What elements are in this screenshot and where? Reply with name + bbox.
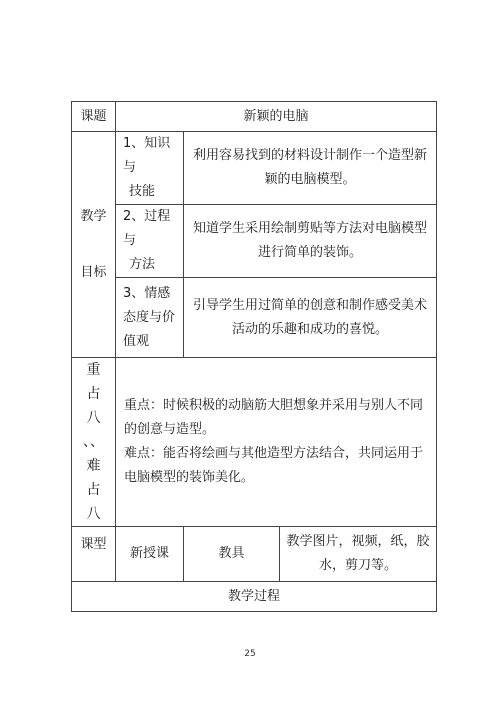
goal-label-2 <box>116 205 184 278</box>
key-points-label-char-1: 重 <box>86 362 101 378</box>
goals-label-bottom: 目标 <box>80 264 107 280</box>
goal-label-3-line-1: 3、情感 <box>123 285 171 301</box>
process-row <box>72 582 437 612</box>
process-label: 教学过程 <box>72 582 437 612</box>
topic-row <box>72 102 437 132</box>
goal-label-1 <box>116 132 184 205</box>
key-points-content <box>116 358 437 527</box>
goal-label-3-line-3: 值观 <box>123 333 150 349</box>
key-points-label-char-5: 难 <box>86 458 101 474</box>
key-points-label-char-2: 占 <box>86 386 101 402</box>
tools-label: 教具 <box>184 527 280 582</box>
page-number: 25 <box>244 649 256 659</box>
goal-label-2-line-1: 2、过程与 <box>123 209 171 248</box>
topic-value: 新颖的电脑 <box>116 102 437 132</box>
key-points-row <box>72 358 437 527</box>
goal-label-1-line-2: 技能 <box>129 184 156 199</box>
goal-label-3-line-2: 态度与价 <box>123 309 176 325</box>
goal-content-1: 利用容易找到的材料设计制作一个造型新颖的电脑模型。 <box>184 132 437 205</box>
class-type-row <box>72 527 437 582</box>
difficulty-text: 难点：能否将绘画与其他造型方法结合，共同运用于电脑模型的装饰美化。 <box>124 446 424 485</box>
key-points-label-char-3: 八 <box>86 410 101 426</box>
goal-content-2: 知道学生采用绘制剪贴等方法对电脑模型进行简单的装饰。 <box>184 205 437 278</box>
key-points-label-char-4: 、、 <box>83 434 104 450</box>
goals-label <box>72 132 116 358</box>
key-point-text: 重点：时候积极的动脑筋大胆想象并采用与别人不同的创意与造型。 <box>124 398 424 437</box>
tools-value: 教学图片，视频，纸，胶水，剪刀等。 <box>280 527 437 582</box>
lesson-plan-table <box>71 101 437 612</box>
goal-content-3: 引导学生用过简单的创意和制作感受美术活动的乐趣和成功的喜悦。 <box>184 278 437 358</box>
goal-label-3 <box>116 278 184 358</box>
goal-label-1-line-1: 1、知识与 <box>123 136 171 175</box>
goal-row-1 <box>72 132 437 205</box>
key-points-label <box>72 358 116 527</box>
key-points-label-char-6: 占 <box>86 482 101 498</box>
class-type-label: 课型 <box>72 527 116 582</box>
goals-label-top: 教学 <box>80 208 107 224</box>
topic-label: 课题 <box>72 102 116 132</box>
class-type-value: 新授课 <box>116 527 184 582</box>
goal-label-2-line-2: 方法 <box>129 257 156 272</box>
key-points-label-char-7: 八 <box>86 506 101 522</box>
goal-row-3 <box>72 278 437 358</box>
goal-row-2 <box>72 205 437 278</box>
